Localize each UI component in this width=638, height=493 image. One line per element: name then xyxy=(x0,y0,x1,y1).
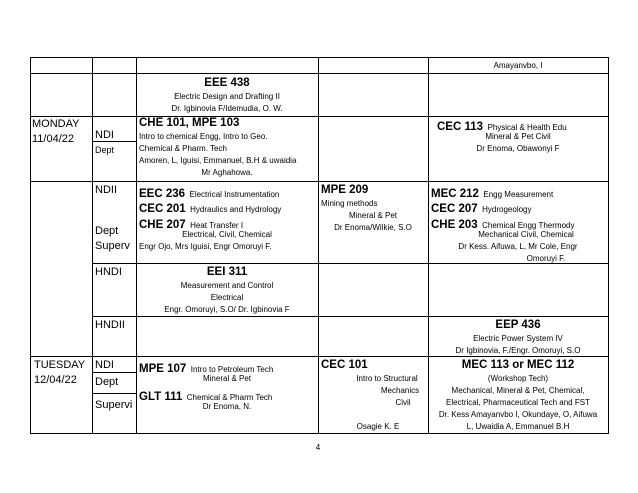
course-dept: Civil xyxy=(395,398,411,407)
course-line xyxy=(139,185,279,201)
course-title: Hydrogeology xyxy=(482,205,532,214)
date-label: 11/04/22 xyxy=(32,133,75,145)
course-code: EEI 311 xyxy=(206,266,248,278)
grid-line xyxy=(608,57,609,434)
course-title: Heat Transfer I xyxy=(190,221,244,230)
course-title: Engg Measurement xyxy=(483,190,554,199)
supervisor-label: Superv xyxy=(95,240,130,252)
course-subtitle: (Workshop Tech) xyxy=(487,374,549,383)
grid-line xyxy=(30,433,608,434)
course-lecturers: Dr. Igbinovia F/Idemudia, O. W. xyxy=(171,104,283,113)
course-dept: Mineral & Pet xyxy=(202,374,252,383)
course-code: CEC 201 xyxy=(139,203,186,215)
supervisor-label: Supervi xyxy=(95,399,133,411)
grid-line xyxy=(92,263,608,264)
grid-line xyxy=(30,57,608,58)
course-lecturers: L, Uwaidia A, Emmanuel B.H xyxy=(466,422,570,431)
course-code: MPE 107 xyxy=(139,363,187,375)
grid-line xyxy=(30,116,608,117)
grid-line xyxy=(136,57,137,434)
course-lecturers: Osagie K. E xyxy=(356,422,400,431)
course-code: CEC 101 xyxy=(321,359,368,371)
grid-line xyxy=(30,356,608,357)
grid-line xyxy=(30,181,608,182)
course-code: CEC 113 xyxy=(437,121,484,133)
level-label: NDI xyxy=(95,129,114,141)
grid-line xyxy=(318,57,319,434)
level-label: HNDII xyxy=(95,319,125,331)
grid-line xyxy=(92,372,136,373)
course-code: EEC 236 xyxy=(139,188,186,200)
course-lecturers: Dr Enoma, N. xyxy=(202,402,252,411)
course-title: Electric Design and Drafting II xyxy=(174,92,280,101)
course-title: Chemical Engg Thermody xyxy=(482,221,575,230)
course-code: GLT 111 xyxy=(139,391,183,403)
course-title: Intro to chemical Engg, Intro to Geo. xyxy=(139,132,268,141)
course-lecturers: Mr Aghahowa. xyxy=(201,168,253,177)
course-lecturers: Dr. Kess Amayanvbo I, Okundaye, O, Aifuwa xyxy=(438,410,598,419)
course-title: Intro to Petroleum Tech xyxy=(190,365,274,374)
course-dept: Mechanical, Mineral & Pet, Chemical, xyxy=(451,386,585,395)
grid-line xyxy=(92,316,608,317)
course-lecturers: Dr Kess. Aifuwa, L, Mr Cole, Engr xyxy=(458,242,578,251)
day-label: MONDAY xyxy=(32,118,80,130)
course-title: Electrical Instrumentation xyxy=(189,190,280,199)
course-dept: Mineral & Pet Civil xyxy=(485,132,551,141)
course-line xyxy=(139,200,281,216)
course-title: Hydraulics and Hydrology xyxy=(190,205,282,214)
course-lecturers: Omoruyi F. xyxy=(526,254,566,263)
course-code: MEC 212 xyxy=(431,188,479,200)
level-label: NDI xyxy=(95,359,114,371)
course-title: Mechanics xyxy=(380,386,420,395)
dept-label: Dept xyxy=(95,376,119,388)
course-lecturers: Engr Ojo, Mrs Iguisi, Engr Omoruyi F. xyxy=(139,242,272,251)
level-label: NDII xyxy=(95,184,117,196)
course-line xyxy=(431,200,532,216)
level-label: HNDI xyxy=(95,266,122,278)
grid-line xyxy=(428,57,429,434)
course-title: Electric Power System IV xyxy=(473,334,563,343)
day-label: TUESDAY xyxy=(34,359,86,371)
course-code: CEC 207 xyxy=(431,203,478,215)
course-lecturers: Dr Enoma/Wilkie, S.O xyxy=(334,223,412,232)
course-lecturers: Engr. Omoruyi, S.O/ Dr. Igbinovia F xyxy=(164,305,290,314)
course-code: MPE 209 xyxy=(321,184,369,196)
course-dept: Chemical & Pharm. Tech xyxy=(139,144,227,153)
course-code: CHE 207 xyxy=(139,219,186,231)
course-code: CHE 203 xyxy=(431,219,478,231)
course-dept: Mechanical Civil, Chemical xyxy=(478,230,574,239)
course-title: Measurement and Control xyxy=(180,281,274,290)
course-title: Intro to Structural xyxy=(356,374,418,383)
course-title: Chemical & Pharm Tech xyxy=(186,393,273,402)
course-dept: Electrical xyxy=(210,293,244,302)
course-dept: Electrical, Civil, Chemical xyxy=(182,230,272,239)
grid-line xyxy=(30,57,31,434)
dept-label: Dept xyxy=(95,225,119,237)
page-number: 4 xyxy=(315,443,321,452)
grid-line xyxy=(92,57,93,434)
grid-line xyxy=(92,393,136,394)
course-code: EEP 436 xyxy=(495,319,541,331)
course-title: Physical & Health Edu xyxy=(487,123,567,132)
course-dept: Mineral & Pet xyxy=(348,211,398,220)
course-code: CHE 101, MPE 103 xyxy=(139,117,240,129)
course-line xyxy=(431,185,553,201)
header-cell-lecturer: Amayanvbo, I xyxy=(493,61,543,70)
course-dept: Electrical, Pharmaceutical Tech and FST xyxy=(446,398,590,407)
course-title: Mining methods xyxy=(321,199,378,208)
dept-label: Dept xyxy=(95,145,115,155)
course-lecturers: Dr Enoma, Obawonyi F xyxy=(476,144,560,153)
course-code: EEE 438 xyxy=(204,77,250,89)
course-lecturers: Amoren, L, Iguisi, Emmanuel, B.H & uwaidia xyxy=(139,156,297,165)
date-label: 12/04/22 xyxy=(34,374,77,386)
grid-line xyxy=(92,141,136,142)
course-lecturers: Dr Igbinovia, F./Engr. Omoruyi, S.O xyxy=(455,346,581,355)
grid-line xyxy=(30,73,608,74)
course-code: MEC 113 or MEC 112 xyxy=(461,359,575,371)
